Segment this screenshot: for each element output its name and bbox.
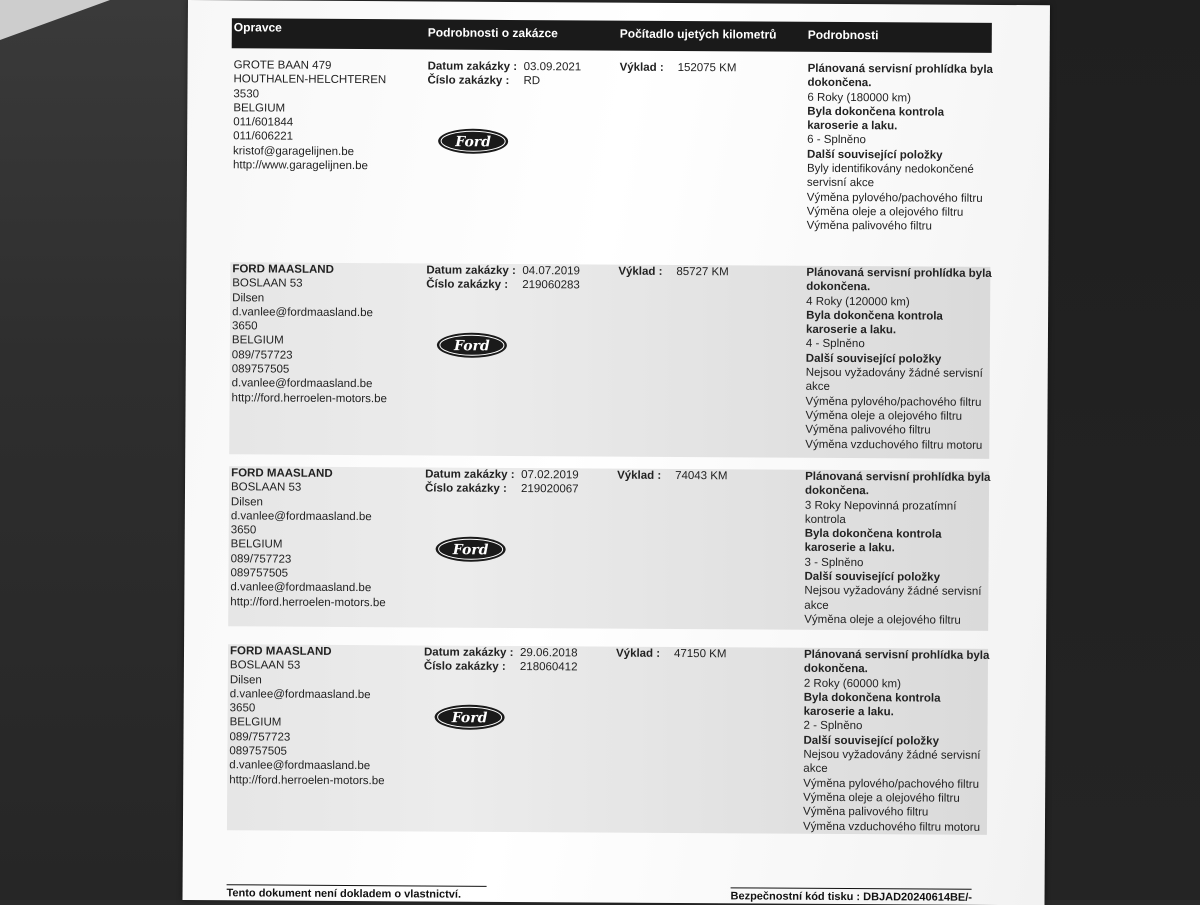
- job-details: [424, 645, 624, 675]
- job-date-label: Datum zakázky :: [425, 468, 515, 482]
- header-odometer: Počítadlo ujetých kilometrů: [619, 26, 777, 42]
- job-number-label: Číslo zakázky :: [426, 278, 509, 292]
- address-line: BELGIUM: [230, 538, 283, 552]
- background-right: [1040, 0, 1200, 900]
- address-line: d.vanlee@fordmaasland.be: [229, 688, 371, 702]
- svg-text:Ford: Ford: [453, 338, 490, 355]
- service-details: [805, 266, 992, 453]
- detail-line: Výměna oleje a olejového filtru: [803, 791, 960, 805]
- address-line: Dilsen: [229, 673, 262, 687]
- job-number-label: Číslo zakázky :: [424, 482, 507, 496]
- detail-line: Výměna palivového filtru: [806, 220, 932, 233]
- detail-line: Výměna oleje a olejového filtru: [804, 613, 961, 627]
- detail-line: Nejsou vyžadovány žádné servisní akce: [804, 585, 982, 612]
- header-repairer: Opravce: [233, 20, 282, 35]
- odometer-reading: [620, 61, 800, 76]
- detail-line: 4 - Splněno: [805, 338, 865, 351]
- detail-line: Plánovaná servisní prohlídka byla dokončena.: [803, 648, 990, 676]
- detail-line: Plánovaná servisní prohlídka byla dokončena.: [807, 62, 993, 90]
- address-line: HOUTHALEN-HELCHTEREN: [233, 73, 387, 87]
- odometer-label: Výklad :: [618, 265, 663, 278]
- job-number-value: 218060412: [519, 661, 578, 674]
- repairer-address: [233, 58, 424, 174]
- detail-line: Byla dokončena kontrola karoserie a laku.: [807, 105, 945, 133]
- address-line: BELGIUM: [233, 102, 286, 115]
- address-line: d.vanlee@fordmaasland.be: [230, 581, 372, 595]
- address-line: BOSLAAN 53: [232, 277, 303, 291]
- repairer-address: [229, 644, 420, 788]
- detail-line: Byla dokončena kontrola karoserie a laku.: [804, 527, 942, 555]
- detail-line: Byla dokončena kontrola karoserie a laku.: [805, 309, 943, 337]
- job-details: [425, 467, 625, 497]
- background-paper-corner: [0, 0, 110, 40]
- job-date-row: [425, 467, 625, 483]
- address-line: http://www.garagelijnen.be: [232, 159, 368, 173]
- detail-line: Výměna pylového/pachového filtru: [806, 191, 983, 205]
- job-date-value: 29.06.2018: [519, 647, 578, 660]
- service-details: [804, 470, 991, 628]
- svg-text:Ford: Ford: [455, 134, 492, 151]
- job-number-row: [425, 482, 625, 498]
- header-job-details: Podrobnosti o zakázce: [427, 25, 558, 41]
- svg-text:Ford: Ford: [452, 542, 489, 559]
- address-line: BELGIUM: [229, 716, 282, 730]
- address-line: 089/757723: [230, 553, 292, 566]
- job-number-value: 219020067: [520, 483, 579, 496]
- service-details: [803, 648, 990, 835]
- address-line: 089757505: [229, 745, 288, 758]
- job-date-label: Datum zakázky :: [426, 264, 516, 278]
- odometer-label: Výklad :: [615, 647, 661, 660]
- job-number-label: Číslo zakázky :: [423, 660, 506, 674]
- detail-line: Výměna palivového filtru: [805, 424, 931, 437]
- job-date-label: Datum zakázky :: [423, 646, 514, 660]
- header-details: Podrobnosti: [807, 27, 879, 43]
- address-line: d.vanlee@fordmaasland.be: [230, 510, 372, 524]
- address-line: 089/757723: [229, 731, 291, 744]
- ford-logo-icon: [434, 704, 506, 731]
- detail-line: Další související položky: [805, 352, 942, 366]
- ford-logo-icon: [436, 332, 508, 359]
- address-line: BOSLAAN 53: [230, 481, 302, 494]
- repairer-name: FORD MAASLAND: [229, 645, 332, 658]
- detail-line: Další související položky: [804, 570, 941, 584]
- ownership-disclaimer: Tento dokument není dokladem o vlastnictví.: [227, 884, 487, 901]
- detail-line: Další související položky: [807, 148, 943, 162]
- odometer-value: 85727 KM: [676, 265, 729, 279]
- detail-line: 4 Roky (120000 km): [806, 295, 910, 309]
- address-line: http://ford.herroelen-motors.be: [231, 391, 387, 405]
- detail-line: Další související položky: [803, 734, 940, 748]
- detail-line: 3 Roky Nepovinná prozatímní kontrola: [804, 499, 957, 526]
- address-line: GROTE BAAN 479: [233, 59, 332, 72]
- odometer-reading: [617, 469, 797, 484]
- address-line: 011/606221: [233, 130, 294, 144]
- detail-line: Výměna oleje a olejového filtru: [805, 409, 963, 423]
- job-date-row: [428, 59, 628, 75]
- svg-text:Ford: Ford: [451, 710, 488, 727]
- detail-line: Výměna pylového/pachového filtru: [803, 777, 980, 791]
- detail-line: Plánovaná servisní prohlídka byla dokončena.: [806, 266, 992, 294]
- service-entry: [227, 644, 988, 835]
- detail-line: Výměna vzduchového filtru motoru: [802, 820, 981, 834]
- detail-line: 6 Roky (180000 km): [807, 91, 911, 105]
- detail-line: Výměna palivového filtru: [803, 806, 929, 819]
- service-entry: [230, 58, 991, 253]
- job-number-value: 219060283: [522, 279, 580, 292]
- detail-line: 2 - Splněno: [803, 720, 863, 733]
- repairer-name: FORD MAASLAND: [231, 467, 333, 480]
- address-line: 089757505: [231, 363, 290, 376]
- repairer-address: [232, 262, 423, 406]
- detail-line: Nejsou vyžadovány žádné servisní akce: [803, 748, 981, 776]
- detail-line: Byly identifikovány nedokončené servisní akce: [806, 162, 974, 190]
- job-number-row: [424, 660, 624, 676]
- service-entry: [228, 466, 989, 631]
- detail-line: 3 - Splněno: [804, 556, 864, 569]
- odometer-reading: [618, 265, 798, 280]
- address-line: 089/757723: [231, 349, 293, 362]
- security-print-code: Bezpečnostní kód tisku : DBJAD20240614BE/-: [730, 887, 972, 903]
- address-line: 3650: [231, 320, 258, 333]
- address-line: http://ford.herroelen-motors.be: [229, 773, 385, 787]
- address-line: 3530: [233, 87, 260, 101]
- address-line: 3650: [229, 702, 256, 715]
- job-date-row: [424, 645, 624, 661]
- address-line: d.vanlee@fordmaasland.be: [232, 306, 373, 320]
- job-number-label: Číslo zakázky :: [427, 74, 510, 88]
- address-line: 089757505: [230, 567, 289, 580]
- address-line: d.vanlee@fordmaasland.be: [229, 759, 371, 773]
- detail-line: Výměna oleje a olejového filtru: [806, 205, 964, 219]
- detail-line: 6 - Splněno: [807, 134, 867, 147]
- job-details: [426, 263, 626, 293]
- address-line: d.vanlee@fordmaasland.be: [231, 377, 373, 391]
- job-number-row: [426, 278, 626, 294]
- detail-line: Nejsou vyžadovány žádné servisní akce: [805, 366, 983, 394]
- address-line: 3650: [230, 524, 257, 537]
- odometer-value: 152075 KM: [677, 61, 737, 75]
- detail-line: Výměna vzduchového filtru motoru: [805, 438, 983, 452]
- job-number-row: [427, 74, 627, 90]
- odometer-reading: [616, 647, 796, 662]
- address-line: kristof@garagelijnen.be: [233, 145, 355, 158]
- job-details: [427, 59, 627, 89]
- background-left: [0, 0, 200, 900]
- odometer-value: 47150 KM: [673, 647, 727, 661]
- detail-line: Plánovaná servisní prohlídka byla dokončena.: [804, 470, 991, 498]
- detail-line: Byla dokončena kontrola karoserie a laku.: [803, 691, 941, 719]
- job-date-value: 07.02.2019: [521, 469, 579, 482]
- job-date-label: Datum zakázky :: [427, 60, 518, 74]
- detail-line: Výměna pylového/pachového filtru: [805, 395, 982, 409]
- table-header: [232, 18, 992, 53]
- job-date-value: 03.09.2021: [523, 61, 582, 74]
- ford-logo-icon: [437, 128, 509, 155]
- repairer-name: FORD MAASLAND: [232, 263, 334, 276]
- address-line: BOSLAAN 53: [229, 659, 301, 672]
- ford-logo-icon: [435, 536, 507, 563]
- address-line: http://ford.herroelen-motors.be: [230, 595, 386, 609]
- service-details: [807, 62, 994, 235]
- repairer-address: [230, 466, 421, 610]
- address-line: BELGIUM: [231, 334, 284, 348]
- job-number-value: RD: [523, 75, 541, 88]
- odometer-value: 74043 KM: [675, 469, 728, 483]
- service-history-page: [183, 0, 1050, 905]
- odometer-label: Výklad :: [619, 61, 664, 74]
- address-line: Dilsen: [230, 495, 263, 509]
- odometer-label: Výklad :: [617, 469, 662, 482]
- address-line: 011/601844: [233, 116, 294, 129]
- detail-line: 2 Roky (60000 km): [803, 677, 902, 690]
- address-line: Dilsen: [232, 291, 265, 305]
- service-entry: [229, 262, 990, 459]
- job-date-value: 04.07.2019: [522, 265, 580, 278]
- job-date-row: [426, 263, 626, 279]
